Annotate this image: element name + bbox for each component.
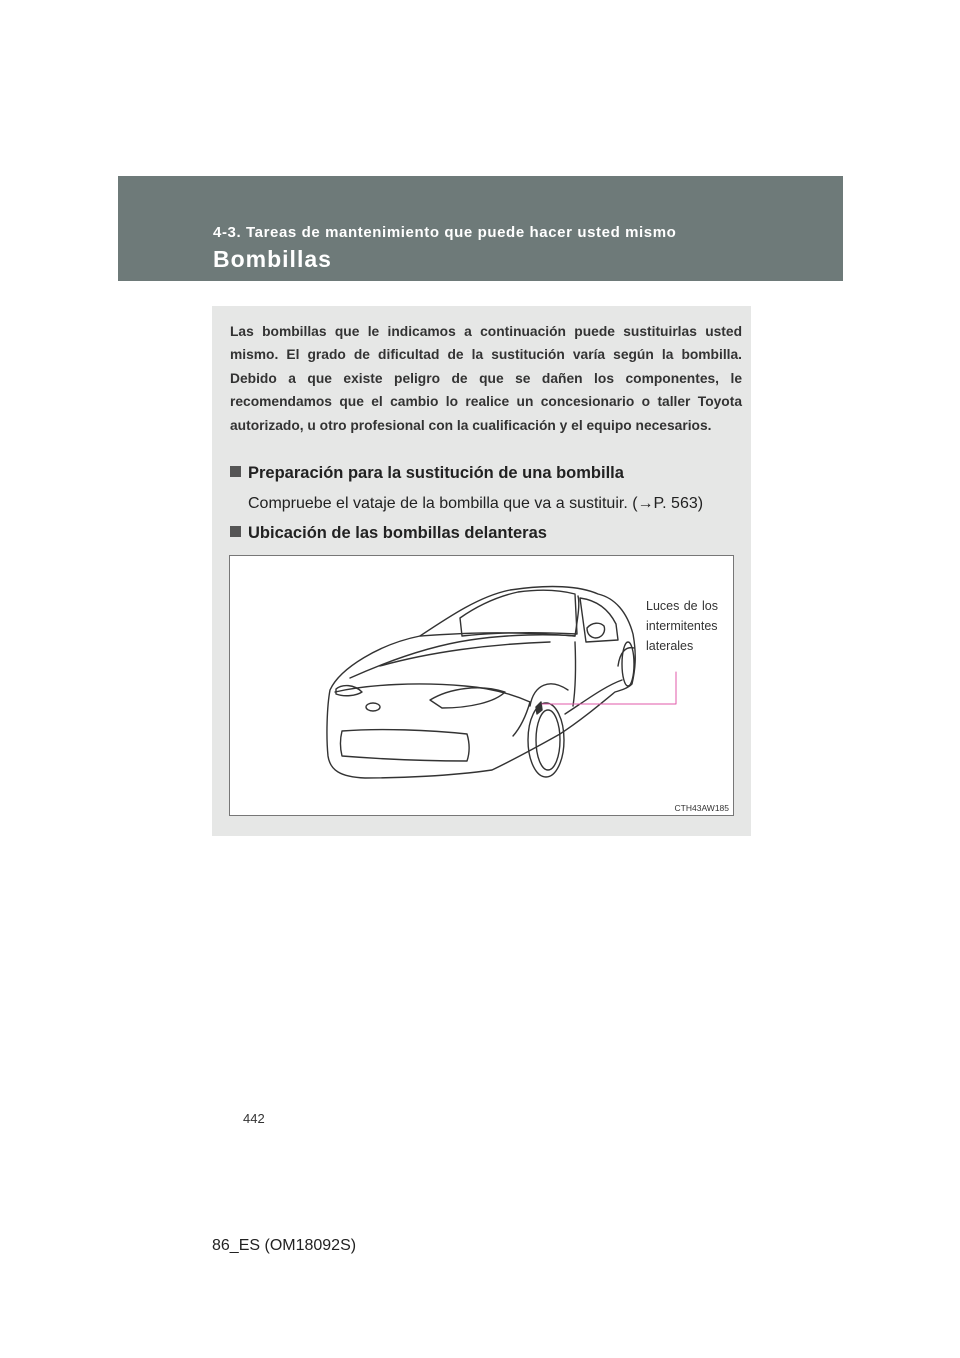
intro-paragraph: Las bombillas que le indicamos a continuación puede sustituirlas usted mismo. El grado de dificultad de la sustitución varía según la bombilla. Debido a que existe peligro de que se dañen los componentes, le recomendamos que el cambio lo realice un concesionario o taller Toyota autorizado, u otro profesional con la cualificación y el equipo necesarios. <box>230 324 742 433</box>
callout-side-turn-signals: Luces de los intermitentes laterales <box>646 599 718 653</box>
square-bullet-icon <box>230 526 241 537</box>
heading-front-bulbs-text: Ubicación de las bombillas delanteras <box>248 524 547 542</box>
page-number: 442 <box>243 1111 265 1126</box>
chapter-header-band <box>118 176 843 281</box>
car-illustration <box>230 556 733 815</box>
preparation-text: Compruebe el vataje de la bombilla que va a sustituir. (→P. 563) <box>248 495 704 512</box>
page-title: Bombillas <box>213 246 332 272</box>
heading-preparation <box>230 464 624 483</box>
figure-front-bulbs <box>229 555 734 816</box>
heading-front-bulbs <box>230 524 547 543</box>
section-label: 4-3. Tareas de mantenimiento que puede hacer usted mismo <box>213 224 677 241</box>
square-bullet-icon <box>230 466 241 477</box>
content-panel <box>212 306 751 836</box>
manual-code: 86_ES (OM18092S) <box>212 1237 357 1254</box>
figure-code: CTH43AW185 <box>674 803 729 813</box>
heading-preparation-text: Preparación para la sustitución de una bombilla <box>248 464 624 482</box>
